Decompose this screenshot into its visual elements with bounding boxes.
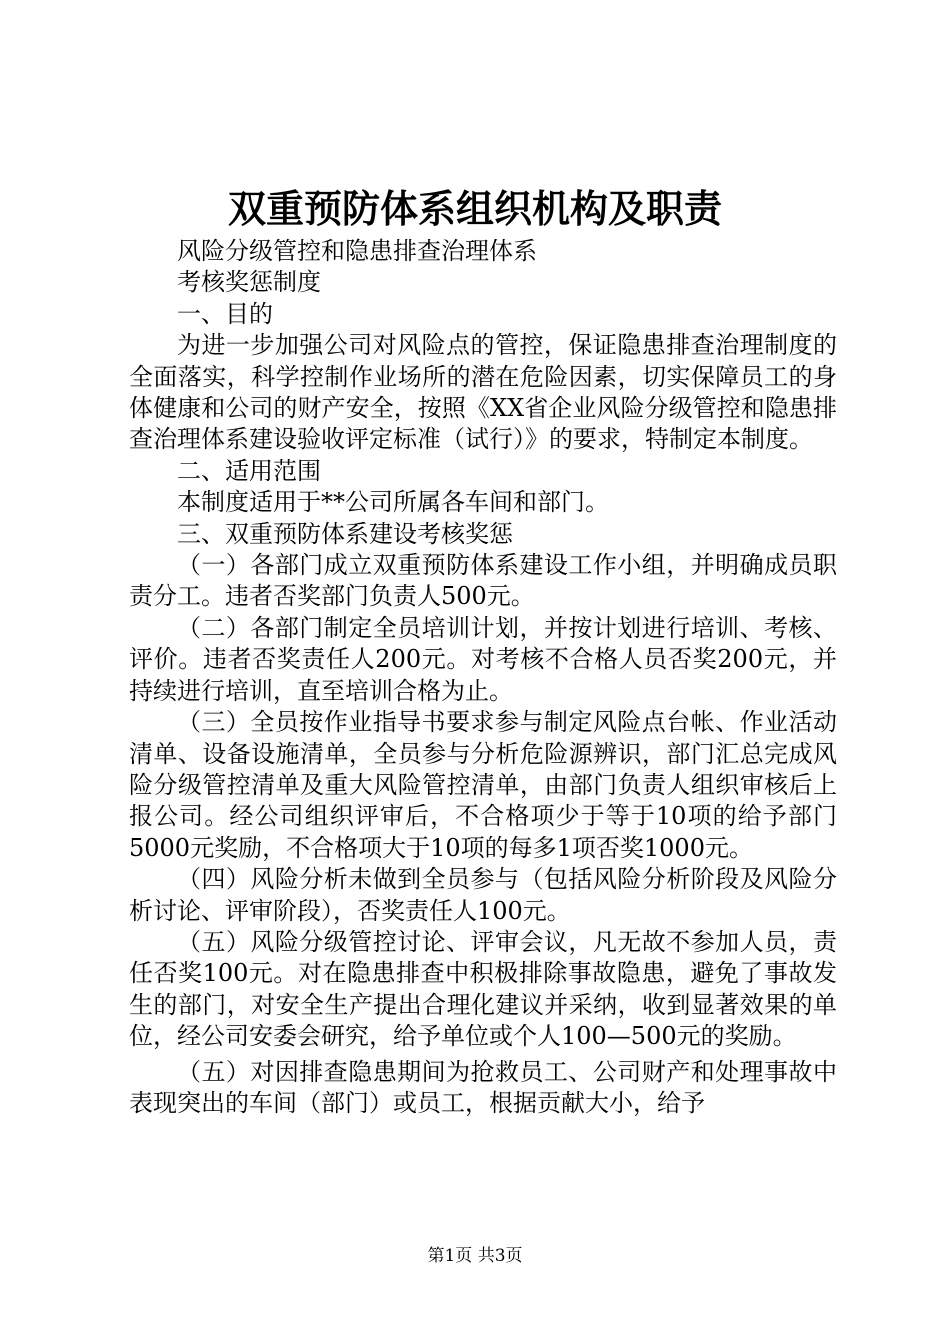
clause-4: （四）风险分析未做到全员参与（包括风险分析阶段及风险分析讨论、评审阶段），否奖责任人100元。 <box>129 865 837 925</box>
subtitle-system: 风险分级管控和隐患排查治理体系 <box>177 237 537 265</box>
subtitle-regulation: 考核奖惩制度 <box>177 268 321 297</box>
clause-2: （二）各部门制定全员培训计划，并按计划进行培训、考核、评价。违者否奖责任人200元。对考核不合格人员否奖200元，并持续进行培训，直至培训合格为止。 <box>129 613 837 705</box>
clause-1: （一）各部门成立双重预防体系建设工作小组，并明确成员职责分工。违者否奖部门负责人500元。 <box>129 551 837 611</box>
document-title: 双重预防体系组织机构及职责 <box>227 187 722 231</box>
section-heading-rewards: 三、双重预防体系建设考核奖惩 <box>177 519 513 548</box>
clause-5: （五）风险分级管控讨论、评审会议，凡无故不参加人员，责任否奖100元。对在隐患排查中积极排除事故隐患，避免了事故发生的部门，对安全生产提出合理化建议并采纳，收到显著效果的单位，经公司安委会研究，给予单位或个人100—500元的奖励。 <box>129 927 837 1051</box>
section-heading-purpose: 一、目的 <box>177 299 273 328</box>
document-body <box>129 236 837 1119</box>
clause-3: （三）全员按作业指导书要求参与制定风险点台帐、作业活动清单、设备设施清单，全员参与分析危险源辨识，部门汇总完成风险分级管控清单及重大风险管控清单，由部门负责人组织审核后上报公司。经公司组织评审后，不合格项少于等于10项的给予部门5000元奖励，不合格项大于10项的每多1项否奖1000元。 <box>129 708 837 862</box>
clause-5b: （五）对因排查隐患期间为抢救员工、公司财产和处理事故中表现突出的车间（部门）或员工，根据贡献大小，给予 <box>129 1057 837 1117</box>
paragraph-purpose: 为进一步加强公司对风险点的管控，保证隐患排查治理制度的全面落实，科学控制作业场所的潜在危险因素，切实保障员工的身体健康和公司的财产安全，按照《XX省企业风险分级管控和隐患排查治理体系建设验收评定标准（试行）》的要求，特制定本制度。 <box>129 331 837 454</box>
section-heading-scope: 二、适用范围 <box>177 456 321 485</box>
page-number-footer: 第1页 共3页 <box>427 1246 523 1266</box>
paragraph-scope: 本制度适用于**公司所属各车间和部门。 <box>177 488 609 517</box>
